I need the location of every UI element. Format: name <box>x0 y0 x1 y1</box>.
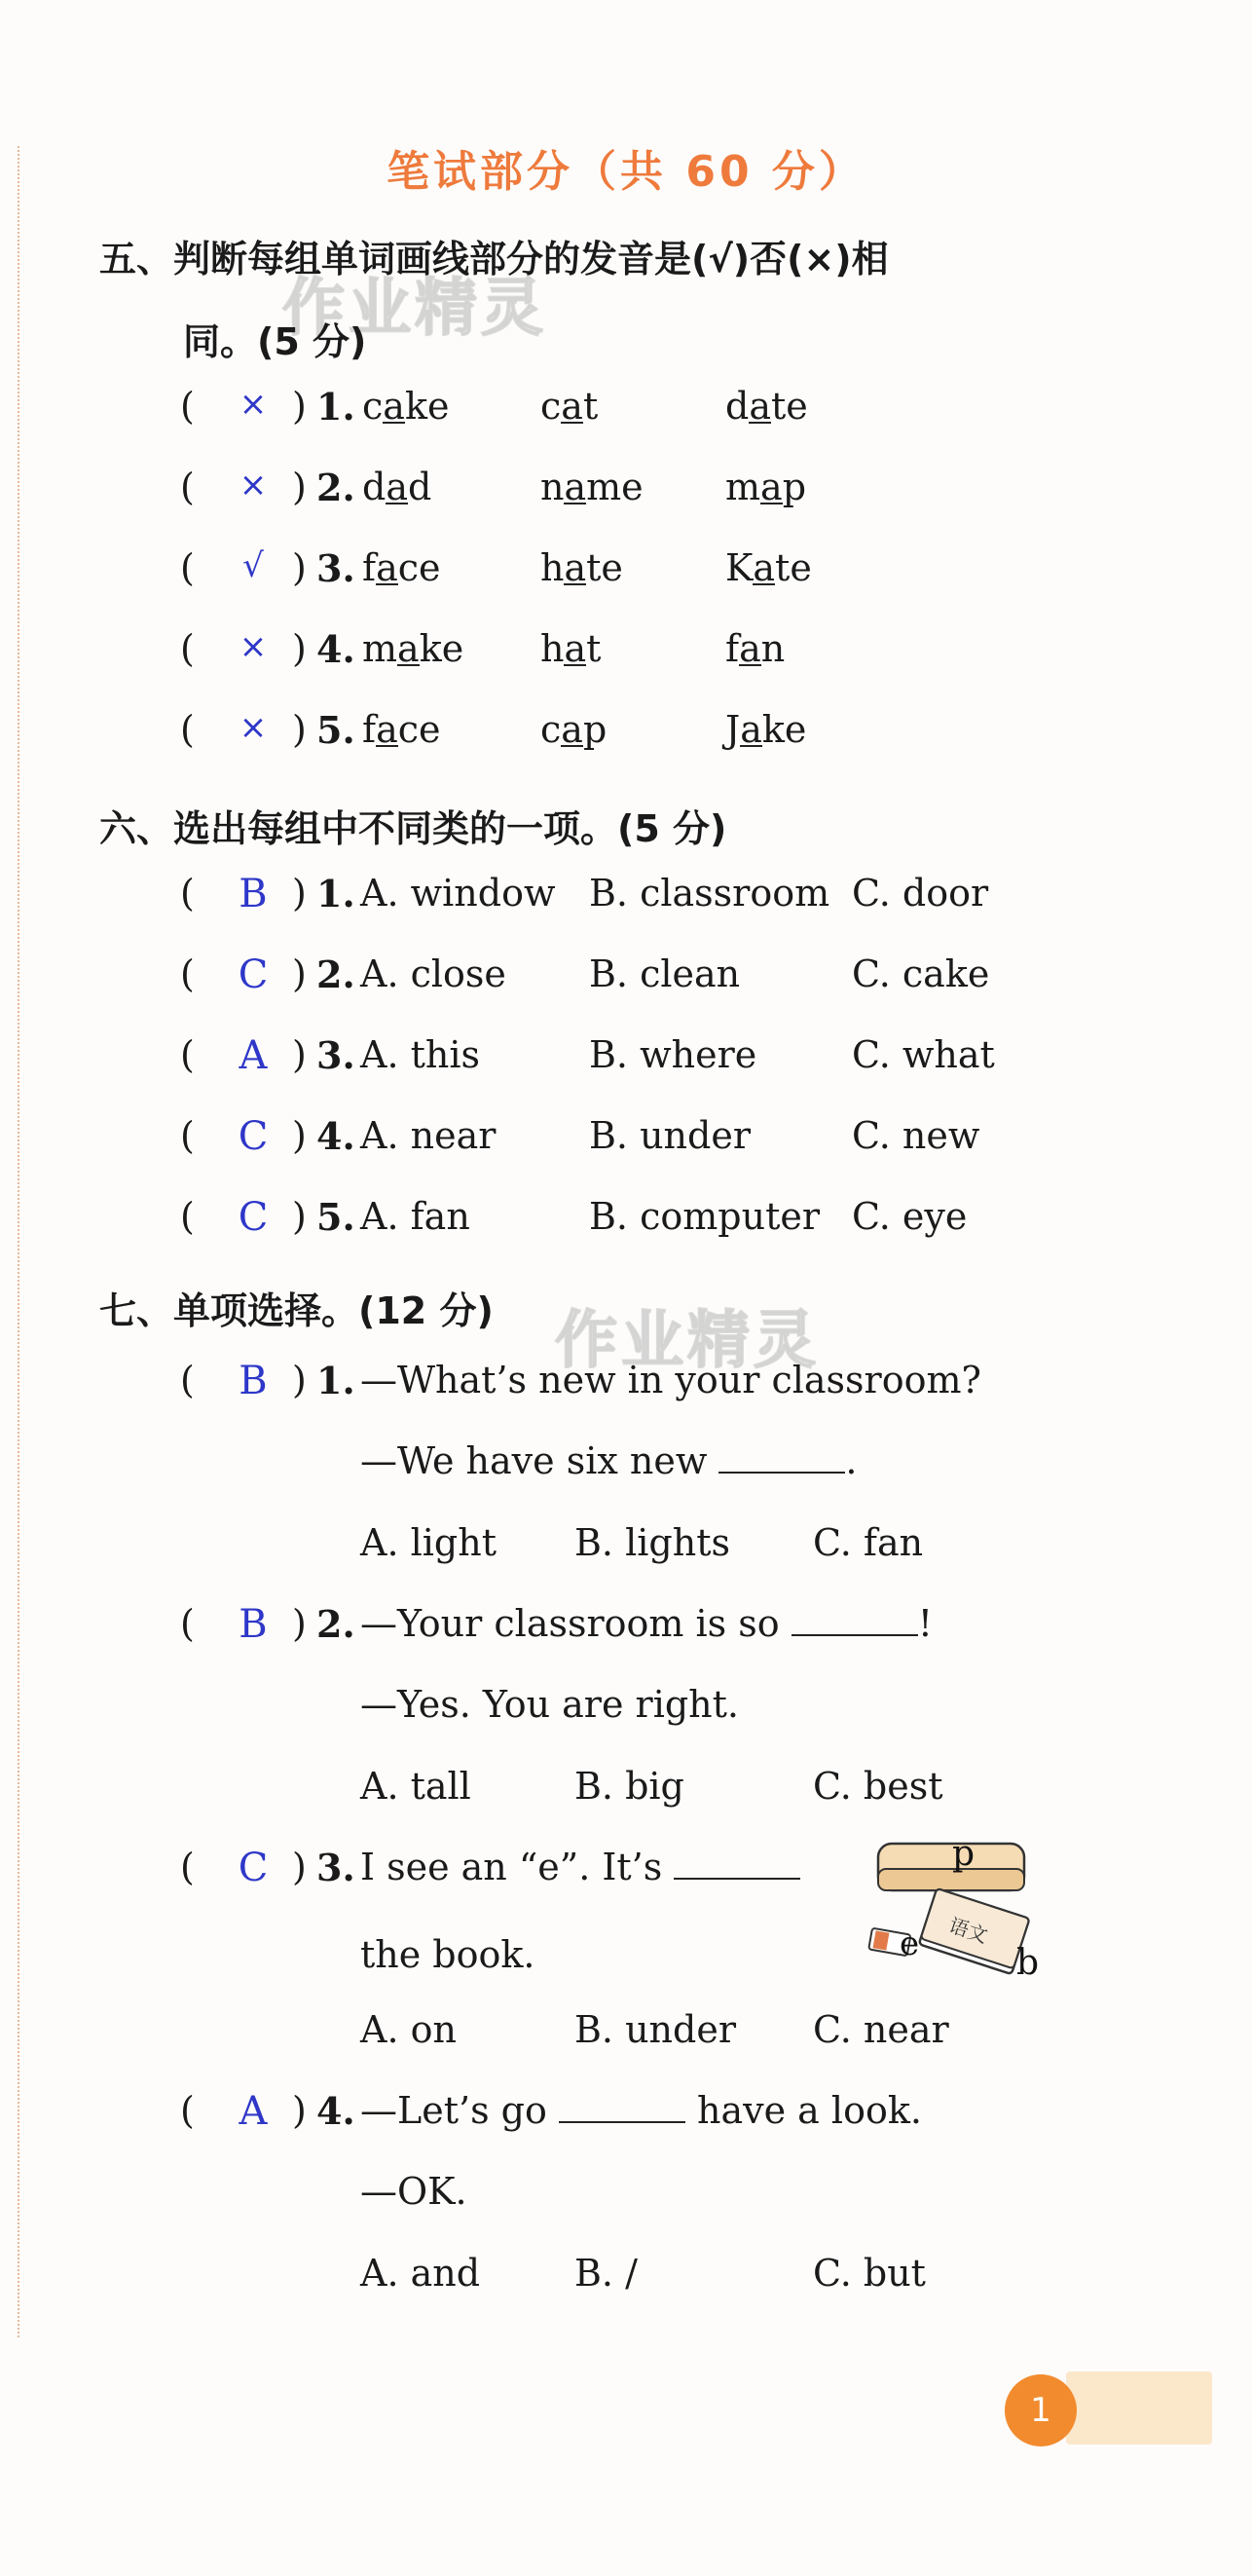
question-number: 4. <box>316 627 355 671</box>
word-part: f <box>725 627 740 670</box>
question-number: 1. <box>316 385 355 429</box>
word-part: t <box>586 627 602 670</box>
question-text: —What’s new in your classroom? <box>360 1359 981 1401</box>
option-b: B. under <box>574 2008 737 2051</box>
close-paren: ) <box>292 466 307 508</box>
option-a: A. this <box>360 1033 480 1076</box>
option-b: B. classroom <box>589 872 830 915</box>
page-title: 笔试部分（共 60 分） <box>387 147 865 197</box>
open-paren: ( <box>180 1602 195 1645</box>
option-c: C. what <box>852 1033 995 1076</box>
word-1 <box>362 466 431 508</box>
word-3 <box>725 466 806 508</box>
option-b: B. clean <box>589 952 741 995</box>
option-a: A. near <box>360 1114 497 1157</box>
underlined-letter: a <box>564 466 587 508</box>
close-paren: ) <box>292 872 307 915</box>
question-line2: —Yes. You are right. <box>360 1683 739 1726</box>
line-text: have a look. <box>684 2089 922 2132</box>
word-part: m <box>725 466 761 508</box>
close-paren: ) <box>292 1033 307 1076</box>
option-c: C. eye <box>852 1195 968 1238</box>
close-paren: ) <box>292 385 307 428</box>
question-line2 <box>360 1439 858 1482</box>
word-part: te <box>586 546 623 589</box>
open-paren: ( <box>180 1195 195 1238</box>
question-number: 3. <box>316 1846 355 1889</box>
word-part: ce <box>397 546 441 589</box>
word-part: ke <box>419 627 464 670</box>
open-paren: ( <box>180 2089 195 2132</box>
close-paren: ) <box>292 1114 307 1157</box>
underlined-letter: a <box>561 385 583 428</box>
open-paren: ( <box>180 385 195 428</box>
line-text: . <box>845 1439 858 1482</box>
letter-p: p <box>952 1834 976 1874</box>
word-1 <box>362 627 463 670</box>
answer: C <box>238 1846 269 1890</box>
question-text <box>360 1846 800 1888</box>
answer-blank <box>674 1850 800 1880</box>
section5-heading <box>99 229 889 365</box>
question-number: 3. <box>316 546 355 590</box>
letter-e: e <box>900 1924 920 1963</box>
open-paren: ( <box>180 1846 195 1888</box>
word-1 <box>362 546 441 589</box>
option-c: C. door <box>852 872 989 915</box>
answer: B <box>239 1359 268 1403</box>
question-number: 1. <box>316 872 355 915</box>
word-part: te <box>770 385 808 428</box>
open-paren: ( <box>180 1114 195 1157</box>
option-b: B. under <box>589 1114 752 1157</box>
line-text: —Your classroom is so <box>360 1602 792 1645</box>
option-a: A. tall <box>360 1765 471 1808</box>
open-paren: ( <box>180 1359 195 1401</box>
word-2 <box>540 546 623 589</box>
question-number: 3. <box>316 1033 355 1077</box>
close-paren: ) <box>292 1195 307 1238</box>
word-part: ke <box>404 385 450 428</box>
question-line2: —OK. <box>360 2170 467 2213</box>
open-paren: ( <box>180 546 195 589</box>
question-number: 2. <box>316 1602 355 1646</box>
open-paren: ( <box>180 627 195 670</box>
margin-dotted-line <box>18 146 19 2337</box>
word-part: n <box>760 627 786 670</box>
answer: √ <box>242 546 264 585</box>
underlined-letter: a <box>740 708 762 751</box>
word-part: d <box>407 466 432 508</box>
underlined-letter: a <box>739 627 761 670</box>
option-b: B. lights <box>574 1521 730 1564</box>
option-a: A. and <box>360 2252 481 2295</box>
underlined-letter: a <box>564 546 587 589</box>
option-a: A. light <box>360 1521 497 1564</box>
word-part: t <box>582 385 599 428</box>
word-2 <box>540 627 601 670</box>
answer: × <box>239 708 268 747</box>
open-paren: ( <box>180 466 195 508</box>
word-part: h <box>540 546 565 589</box>
word-part: c <box>540 385 562 428</box>
question-number: 4. <box>316 2089 355 2133</box>
answer: C <box>238 1114 269 1159</box>
close-paren: ) <box>292 1359 307 1401</box>
option-a: A. window <box>360 872 556 915</box>
question-number: 2. <box>316 466 355 509</box>
underlined-letter: a <box>376 708 398 751</box>
word-part: me <box>586 466 644 508</box>
word-part: J <box>725 708 741 751</box>
option-c: C. new <box>852 1114 980 1157</box>
question-number: 4. <box>316 1114 355 1158</box>
answer-blank <box>559 2094 685 2123</box>
pencil-box-book-illustration <box>866 1826 1042 1992</box>
underlined-letter: a <box>760 466 783 508</box>
word-2 <box>540 708 607 751</box>
letter-b: b <box>1016 1943 1040 1983</box>
question-line2: the book. <box>360 1933 535 1976</box>
word-part: ce <box>397 708 441 751</box>
question-number: 1. <box>316 1359 355 1402</box>
option-c: C. fan <box>813 1521 924 1564</box>
word-3 <box>725 546 812 589</box>
answer: C <box>238 1195 269 1240</box>
line-text: I see an “e”. It’s <box>360 1846 675 1888</box>
word-3 <box>725 385 808 428</box>
answer: B <box>239 872 268 916</box>
open-paren: ( <box>180 872 195 915</box>
word-part: p <box>782 466 807 508</box>
word-3 <box>725 708 806 751</box>
pencil-box-lid <box>878 1869 1024 1890</box>
underlined-letter: a <box>564 627 587 670</box>
answer-blank <box>792 1607 918 1636</box>
answer: B <box>239 1602 268 1647</box>
word-part: d <box>725 385 750 428</box>
word-3 <box>725 627 785 670</box>
section5-heading-line2: 同。(5 分) <box>183 320 367 363</box>
answer: A <box>239 2089 268 2134</box>
answer: × <box>239 627 268 666</box>
line-text: ! <box>917 1602 933 1645</box>
word-part: m <box>362 627 398 670</box>
answer: × <box>239 466 268 504</box>
underlined-letter: a <box>753 546 776 589</box>
option-c: C. cake <box>852 952 990 995</box>
answer: C <box>238 952 269 997</box>
word-1 <box>362 708 441 751</box>
word-part: f <box>362 546 377 589</box>
book-label: 语文 <box>945 1913 991 1948</box>
section7-heading: 七、单项选择。(12 分) <box>99 1289 494 1332</box>
line-text: —Let’s go <box>360 2089 559 2132</box>
word-part: h <box>540 627 565 670</box>
answer: A <box>239 1033 268 1078</box>
close-paren: ) <box>292 952 307 995</box>
underlined-letter: a <box>383 385 405 428</box>
option-c: C. best <box>813 1765 943 1808</box>
underlined-letter: a <box>561 708 583 751</box>
word-part: p <box>582 708 608 751</box>
word-part: n <box>540 466 565 508</box>
answer-blank <box>718 1444 845 1474</box>
section6-heading: 六、选出每组中不同类的一项。(5 分) <box>99 807 727 850</box>
word-part: c <box>362 385 384 428</box>
close-paren: ) <box>292 708 307 751</box>
option-b: B. where <box>589 1033 757 1076</box>
underlined-letter: a <box>376 546 398 589</box>
open-paren: ( <box>180 952 195 995</box>
option-b: B. big <box>574 1765 684 1808</box>
underlined-letter: a <box>397 627 420 670</box>
close-paren: ) <box>292 2089 307 2132</box>
option-b: B. / <box>574 2252 638 2295</box>
question-number: 2. <box>316 952 355 996</box>
word-part: K <box>725 546 754 589</box>
option-a: A. on <box>360 2008 457 2051</box>
question-number: 5. <box>316 1195 355 1239</box>
watermark: 作业精灵 <box>555 1305 820 1377</box>
close-paren: ) <box>292 1602 307 1645</box>
close-paren: ) <box>292 1846 307 1888</box>
underlined-letter: a <box>386 466 408 508</box>
answer: × <box>239 385 268 424</box>
word-part: te <box>775 546 812 589</box>
section5-heading-line1: 五、判断每组单词画线部分的发音是(√)否(×)相 <box>99 238 889 280</box>
word-part: ke <box>761 708 807 751</box>
word-2 <box>540 385 598 428</box>
question-number: 5. <box>316 708 355 752</box>
word-2 <box>540 466 644 508</box>
line-text: —We have six new <box>360 1439 719 1482</box>
open-paren: ( <box>180 708 195 751</box>
close-paren: ) <box>292 546 307 589</box>
option-b: B. computer <box>589 1195 820 1238</box>
option-c: C. but <box>813 2252 926 2295</box>
word-part: c <box>540 708 562 751</box>
word-part: f <box>362 708 377 751</box>
option-a: A. fan <box>360 1195 470 1238</box>
book-shape <box>919 1888 1030 1974</box>
question-text <box>360 2089 922 2132</box>
word-1 <box>362 385 449 428</box>
watermark: 作业精灵 <box>282 273 547 345</box>
close-paren: ) <box>292 627 307 670</box>
page-number-badge: 1 <box>1005 2374 1077 2446</box>
option-c: C. near <box>813 2008 949 2051</box>
question-text <box>360 1602 933 1645</box>
option-a: A. close <box>360 952 506 995</box>
open-paren: ( <box>180 1033 195 1076</box>
page-number-tab <box>1066 2371 1212 2445</box>
word-part: d <box>362 466 387 508</box>
underlined-letter: a <box>749 385 771 428</box>
